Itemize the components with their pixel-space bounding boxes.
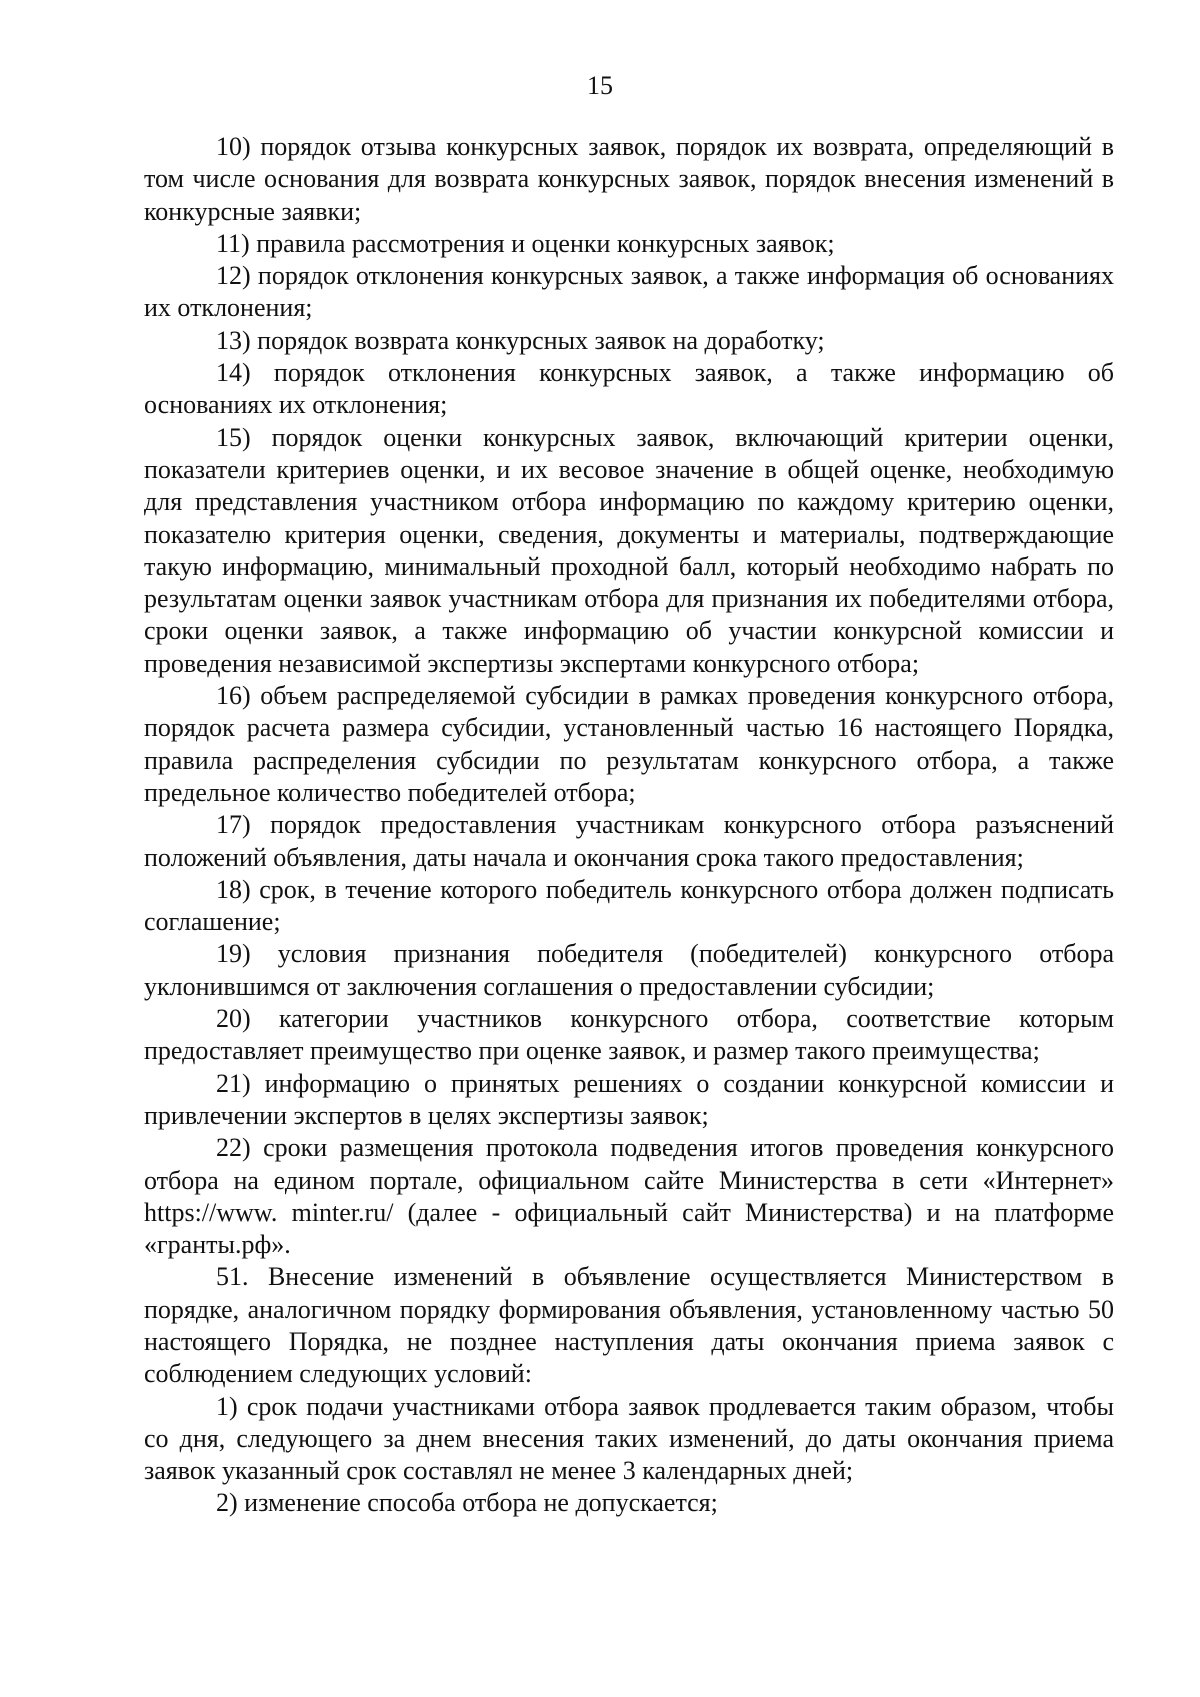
document-body — [144, 131, 1114, 1520]
paragraph-item-22: 22) сроки размещения протокола подведения итогов проведения конкурсного отбора на едином портале, официальном сайте Министерства в сети «Интернет» https://www. minter.ru/ (далее - официальный сайт Министерства) и на платформе «гранты.рф». — [144, 1133, 1114, 1260]
paragraph-item-19: 19) условия признания победителя (победителей) конкурсного отбора уклонившимся от заключения соглашения о предоставлении субсидии; — [144, 939, 1114, 1001]
paragraph-item-11: 11) правила рассмотрения и оценки конкурсных заявок; — [216, 228, 835, 258]
section-51-paragraph: 51. Внесение изменений в объявление осуществляется Министерством в порядке, аналогичном порядку формирования объявления, установленному частью 50 настоящего Порядка, не позднее наступления даты окончания приема заявок с соблюдением следующих условий: — [144, 1262, 1114, 1389]
page-number: 15 — [587, 71, 613, 100]
paragraph-item-13: 13) порядок возврата конкурсных заявок на доработку; — [216, 325, 825, 355]
paragraph-item-12: 12) порядок отклонения конкурсных заявок, а также информация об основаниях их отклонения; — [144, 261, 1114, 323]
paragraph-item-16: 16) объем распределяемой субсидии в рамках проведения конкурсного отбора, порядок расчета размера субсидии, установленный частью 16 настоящего Порядка, правила распределения субсидии по результатам конкурсного отбора, а также предельное количество победителей отбора; — [144, 681, 1114, 807]
paragraph-item-10: 10) порядок отзыва конкурсных заявок, порядок их возврата, определяющий в том числе основания для возврата конкурсных заявок, порядок внесения изменений в конкурсные заявки; — [144, 132, 1114, 226]
paragraph-item-15: 15) порядок оценки конкурсных заявок, включающий критерии оценки, показатели критериев оценки, и их весовое значение в общей оценке, необходимую для представления участником отбора информацию по каждому критерию оценки, показателю критерия оценки, сведения, документы и материалы, подтверждающие такую информацию, минимальный проходной балл, который необходимо набрать по результатам оценки заявок участникам отбора для признания их победителями отбора, сроки оценки заявок, а также информацию об участии конкурсной комиссии и проведения независимой экспертизы экспертами конкурсного отбора; — [144, 422, 1114, 678]
paragraph-item-20: 20) категории участников конкурсного отбора, соответствие которым предоставляет преимущество при оценке заявок, и размер такого преимущества; — [144, 1004, 1114, 1066]
paragraph-item-21: 21) информацию о принятых решениях о создании конкурсной комиссии и привлечении экспертов в целях экспертизы заявок; — [144, 1068, 1114, 1130]
section-51-condition-1: 1) срок подачи участниками отбора заявок продлевается таким образом, чтобы со дня, следующего за днем внесения таких изменений, до даты окончания приема заявок указанный срок составлял не менее 3 календарных дней; — [144, 1391, 1114, 1486]
paragraph-item-17: 17) порядок предоставления участникам конкурсного отбора разъяснений положений объявления, даты начала и окончания срока такого предоставления; — [144, 810, 1114, 872]
paragraph-item-14: 14) порядок отклонения конкурсных заявок, а также информацию об основаниях их отклонения; — [144, 358, 1114, 420]
section-51-condition-2: 2) изменение способа отбора не допускается; — [216, 1488, 718, 1518]
paragraph-item-18: 18) срок, в течение которого победитель конкурсного отбора должен подписать соглашение; — [144, 874, 1114, 937]
